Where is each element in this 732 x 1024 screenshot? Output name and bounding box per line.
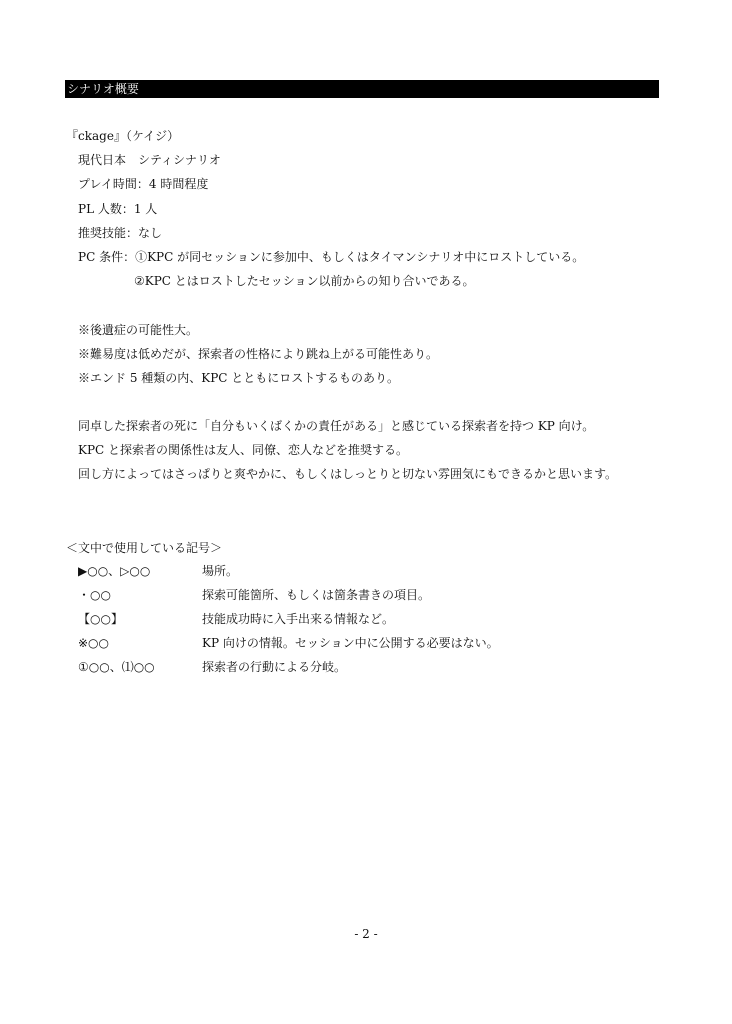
legend-heading: ＜文中で使用している記号＞: [66, 541, 223, 555]
legend-symbol: ※○○: [78, 636, 109, 650]
play-time: プレイ時間：4 時間程度: [78, 177, 209, 191]
description-line: 同卓した探索者の死に「自分もいくばくかの責任がある」と感じている探索者を持つ KP 向け。: [78, 419, 595, 433]
legend-symbol: 【○○】: [78, 612, 123, 626]
scenario-setting: 現代日本 シティシナリオ: [78, 153, 221, 167]
pc-condition-1: PC 条件：①KPC が同セッションに参加中、もしくはタイマンシナリオ中にロストしている。: [78, 250, 585, 264]
legend-symbol: ▶○○、▷○○: [78, 564, 151, 578]
scenario-title: 『ckage』（ケイジ）: [66, 129, 180, 143]
legend-description: 技能成功時に入手出来る情報など。: [202, 612, 395, 626]
legend-symbol: ①○○、⑴○○: [78, 660, 155, 674]
page-number: - 2 -: [354, 927, 378, 941]
note-line: ※難易度は低めだが、探索者の性格により跳ね上がる可能性あり。: [78, 347, 439, 361]
section-header: シナリオ概要: [65, 80, 659, 98]
pc-condition-2: ②KPC とはロストしたセッション以前からの知り合いである。: [134, 274, 475, 288]
player-count: PL 人数：1 人: [78, 202, 158, 216]
legend-description: KP 向けの情報。セッション中に公開する必要はない。: [202, 636, 499, 650]
legend-description: 探索者の行動による分岐。: [202, 660, 347, 674]
note-line: ※後遺症の可能性大。: [78, 323, 199, 337]
legend-description: 探索可能箇所、もしくは箇条書きの項目。: [202, 588, 431, 602]
recommended-skills: 推奨技能：なし: [78, 226, 163, 240]
description-line: KPC と探索者の関係性は友人、同僚、恋人などを推奨する。: [78, 443, 409, 457]
note-line: ※エンド 5 種類の内、KPC とともにロストするものあり。: [78, 371, 399, 385]
legend-symbol: ・○○: [78, 588, 111, 602]
description-line: 回し方によってはさっぱりと爽やかに、もしくはしっとりと切ない雰囲気にもできるかと思います。: [78, 467, 618, 481]
legend-description: 場所。: [202, 564, 239, 578]
